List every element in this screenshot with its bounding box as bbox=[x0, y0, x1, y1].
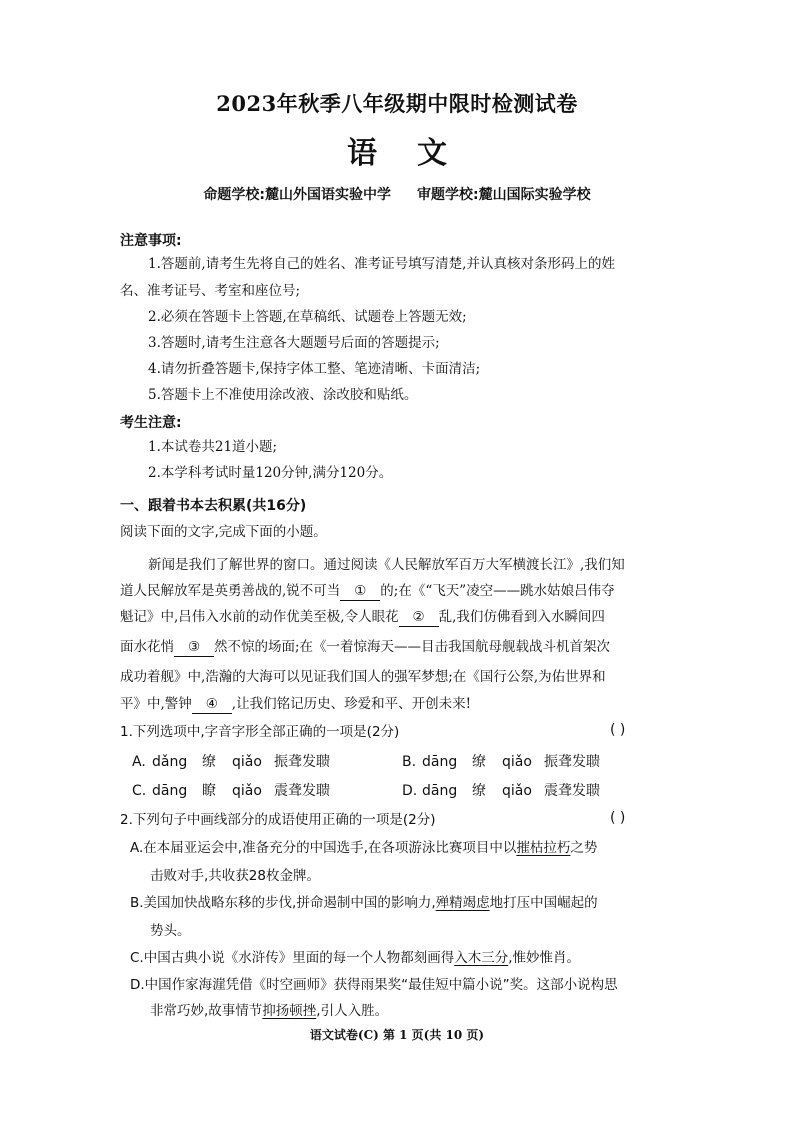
notice-item: 4.请勿折叠答题卡,保持字体工整、笔迹清晰、卡面清洁; bbox=[148, 361, 481, 377]
passage-line: 平》中,警钟 ④ ,让我们铭记历史、珍爱和平、开创未来! bbox=[120, 696, 472, 712]
underlined-idiom: 殚精竭虑 bbox=[435, 895, 490, 911]
answer-parentheses: ( ) bbox=[610, 810, 626, 826]
subject-char-1: 语 bbox=[347, 136, 377, 171]
reviewed-by-school: 审题学校:麓山国际实验学校 bbox=[417, 187, 591, 203]
candidate-item: 1.本试卷共21道小题; bbox=[148, 439, 278, 455]
passage-line: 道人民解放军是英勇善战的,锐不可当 ① 的;在《“飞天”凌空——跳水姑娘吕伟夺 bbox=[120, 583, 615, 599]
option-d: D.中国作家海漄凭借《时空画师》获得雨果奖“最佳短中篇小说”奖。这部小说构思 bbox=[130, 977, 618, 993]
option-a: A.在本届亚运会中,准备充分的中国选手,在各项游泳比赛项目中以摧枯拉朽之势 bbox=[130, 840, 598, 856]
section-heading: 一、跟着书本去积累(共16分) bbox=[120, 498, 307, 514]
option-c: C. dāng 瞭 qiǎo 震聋发聩 bbox=[132, 783, 330, 799]
notice-heading: 注意事项: bbox=[120, 233, 182, 249]
notice-item: 2.必须在答题卡上答题,在草稿纸、试题卷上答题无效; bbox=[148, 309, 467, 325]
passage-line: 魁记》中,吕伟入水前的动作优美至极,令人眼花 ② 乱,我们仿佛看到入水瞬间四 bbox=[120, 609, 605, 625]
question-2-stem: 2.下列句子中画线部分的成语使用正确的一项是(2分) bbox=[120, 812, 436, 828]
answer-blank: ③ bbox=[174, 639, 214, 657]
answer-blank: ① bbox=[340, 583, 380, 601]
candidate-item: 2.本学科考试时量120分钟,满分120分。 bbox=[148, 465, 393, 481]
underlined-idiom: 入木三分 bbox=[454, 950, 509, 966]
notice-item: 5.答题卡上不准使用涂改液、涂改胶和贴纸。 bbox=[148, 387, 418, 403]
option-d-cont: 非常巧妙,故事情节抑扬顿挫,引人入胜。 bbox=[150, 1003, 389, 1019]
subject-title bbox=[0, 128, 794, 172]
answer-blank: ② bbox=[399, 609, 439, 627]
subject-char-2: 文 bbox=[417, 136, 447, 171]
section-instruction: 阅读下面的文字,完成下面的小题。 bbox=[120, 524, 327, 540]
notice-item: 1.答题前,请考生先将自己的姓名、准考证号填写清楚,并认真核对条形码上的姓 bbox=[148, 256, 615, 272]
option-b: B.美国加快战略东移的步伐,拼命遏制中国的影响力,殚精竭虑地打压中国崛起的 bbox=[130, 895, 598, 911]
passage-line: 面水花悄 ③ 然不惊的场面;在《一着惊海天——目击我国航母舰载战斗机首架次 bbox=[120, 639, 611, 655]
underlined-idiom: 抑扬顿挫 bbox=[262, 1003, 317, 1019]
answer-blank: ④ bbox=[192, 696, 232, 714]
school-info bbox=[0, 184, 794, 204]
made-by-school: 命题学校:麓山外国语实验中学 bbox=[203, 187, 391, 203]
option-a: A. dǎng 缭 qiǎo 振聋发聩 bbox=[132, 754, 330, 770]
option-d: D. dāng 缭 qiǎo 震聋发聩 bbox=[402, 783, 600, 799]
option-b: B. dāng 缭 qiǎo 振聋发聩 bbox=[402, 754, 600, 770]
passage-line: 成功着舰》中,浩瀚的大海可以见证我们国人的强军梦想;在《国行公祭,为佑世界和 bbox=[120, 669, 606, 685]
answer-parentheses: ( ) bbox=[610, 722, 626, 738]
question-1-stem: 1.下列选项中,字音字形全部正确的一项是(2分) bbox=[120, 724, 400, 740]
page-footer: 语文试卷(C) 第 1 页(共 10 页) bbox=[309, 1028, 485, 1042]
exam-title: 2023年秋季八年级期中限时检测试卷 bbox=[216, 91, 578, 116]
notice-item: 3.答题时,请考生注意各大题题号后面的答题提示; bbox=[148, 335, 440, 351]
option-b-cont: 势头。 bbox=[150, 923, 191, 939]
passage-line: 新闻是我们了解世界的窗口。通过阅读《人民解放军百万大军横渡长江》,我们知 bbox=[148, 557, 625, 573]
notice-item: 名、准考证号、考室和座位号; bbox=[120, 283, 301, 299]
underlined-idiom: 摧枯拉朽 bbox=[516, 840, 571, 856]
option-a-cont: 击败对手,共收获28枚金牌。 bbox=[150, 868, 320, 884]
candidate-heading: 考生注意: bbox=[120, 415, 182, 431]
option-c: C.中国古典小说《水浒传》里面的每一个人物都刻画得入木三分,惟妙惟肖。 bbox=[130, 950, 581, 966]
